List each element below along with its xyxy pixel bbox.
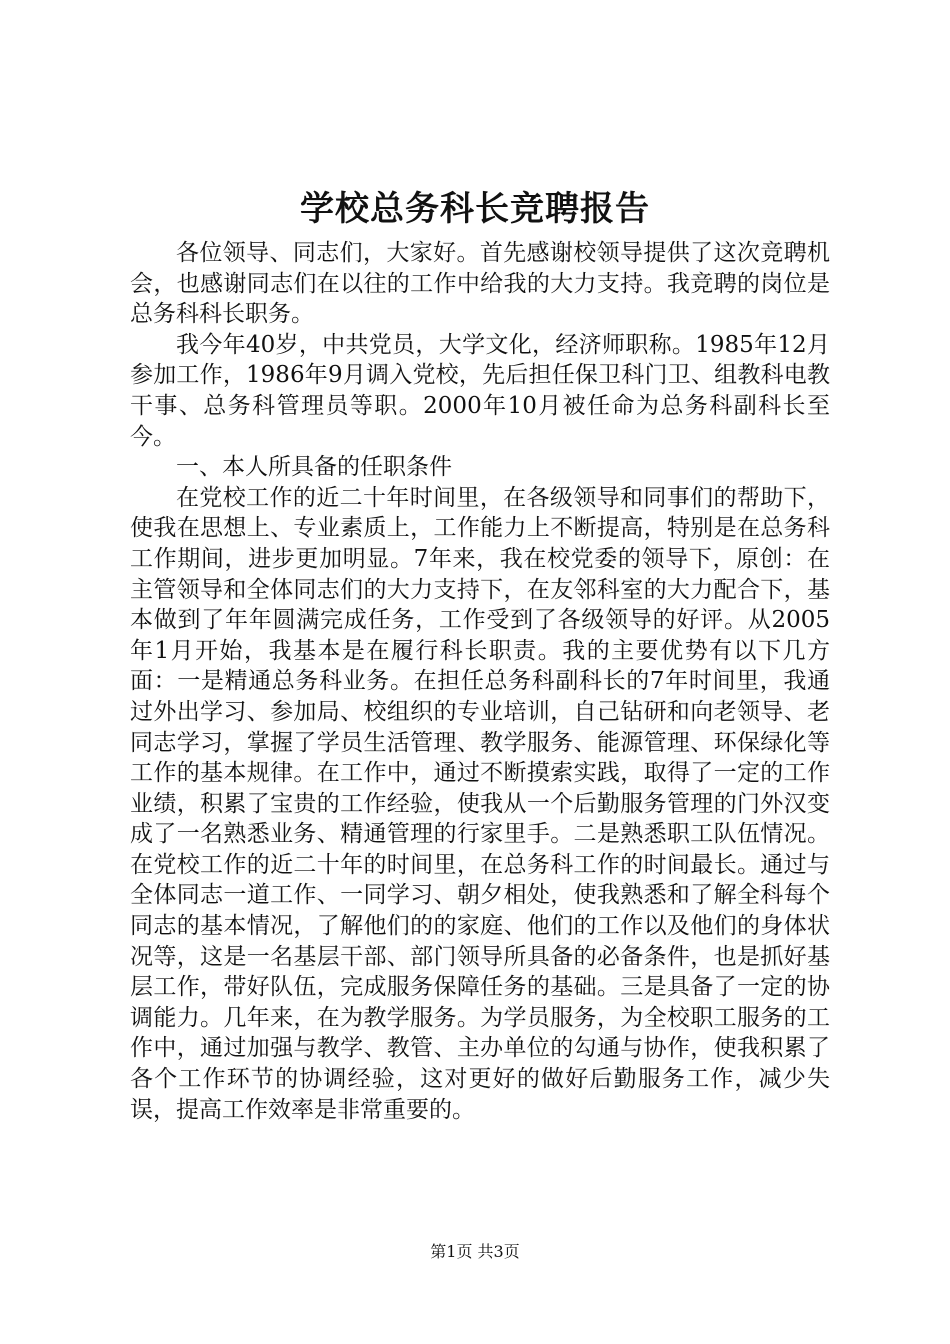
- document-body: [130, 238, 830, 1125]
- document-title: 学校总务科长竞聘报告: [300, 189, 650, 229]
- page-footer: 第1页 共3页: [430, 1242, 520, 1261]
- paragraph-personal-info: 我今年40岁，中共党员，大学文化，经济师职称。1985年12月参加工作，1986年9月调入党校，先后担任保卫科门卫、组教科电教干事、总务科管理员等职。2000年10月被任命为总务科副科长至今。: [130, 331, 830, 450]
- paragraph-greeting: 各位领导、同志们，大家好。首先感谢校领导提供了这次竞聘机会，也感谢同志们在以往的工作中给我的大力支持。我竞聘的岗位是总务科科长职务。: [130, 240, 830, 328]
- paragraph-qualifications: 在党校工作的近二十年时间里，在各级领导和同事们的帮助下，使我在思想上、专业素质上，工作能力上不断提高，特别是在总务科工作期间，进步更加明显。7年来，我在校党委的领导下，原创：在主管领导和全体同志们的大力支持下，在友邻科室的大力配合下，基本做到了年年圆满完成任务，工作受到了各级领导的好评。从2005年1月开始，我基本是在履行科长职责。我的主要优势有以下几方面：一是精通总务科业务。在担任总务科副科长的7年时间里，我通过外出学习、参加局、校组织的专业培训，自己钻研和向老领导、老同志学习，掌握了学员生活管理、教学服务、能源管理、环保绿化等工作的基本规律。在工作中，通过不断摸索实践，取得了一定的工作业绩，积累了宝贵的工作经验，使我从一个后勤服务管理的门外汉变成了一名熟悉业务、精通管理的行家里手。二是熟悉职工队伍情况。在党校工作的近二十年的时间里，在总务科工作的时间最长。通过与全体同志一道工作、一同学习、朝夕相处，使我熟悉和了解全科每个同志的基本情况，了解他们的的家庭、他们的工作以及他们的身体状况等，这是一名基层干部、部门领导所具备的必备条件，也是抓好基层工作，带好队伍，完成服务保障任务的基础。三是具备了一定的协调能力。几年来，在为教学服务。为学员服务，为全校职工服务的工作中，通过加强与教学、教管、主办单位的勾通与协作，使我积累了各个工作环节的协调经验，这对更好的做好后勤服务工作，减少失误，提高工作效率是非常重要的。: [130, 484, 830, 1123]
- section-heading-qualifications: 一、本人所具备的任职条件: [176, 454, 452, 481]
